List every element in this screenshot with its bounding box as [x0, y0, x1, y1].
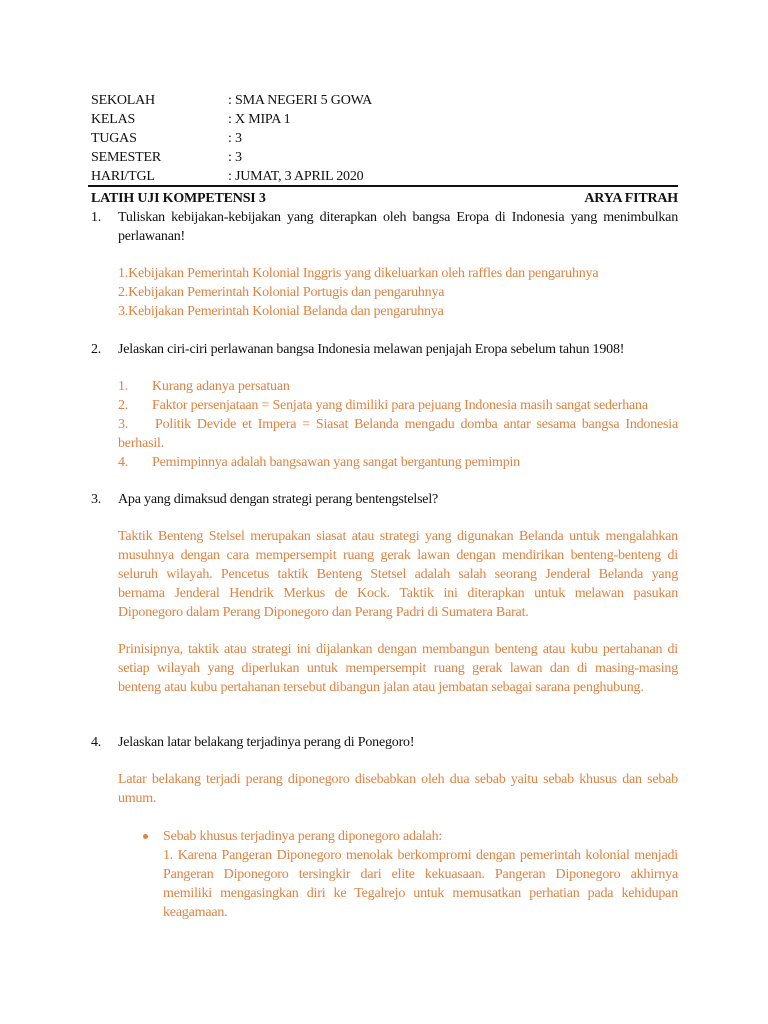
header-label-tugas: TUGAS [91, 131, 137, 146]
answer-4-bullet-line: keagamaan. [163, 905, 228, 920]
answer-3-line: Diponegoro dalam Perang Diponegoro dan Perang Padri di Sumatera Barat. [118, 605, 529, 620]
answer-3-line: setiap wilayah yang diperlukan untuk mempersempit ruang gerak lawan dan di masing-masing [118, 661, 678, 676]
answer-4-bullet-line: 1. Karena Pangeran Diponegoro menolak berkompromi dengan pemerintah kolonial menjadi [163, 848, 678, 863]
answer-4-bullet-title: Sebab khusus terjadinya perang diponegoro adalah: [163, 829, 443, 844]
answer-3-line: bernama Jenderal Hendrik Merkus de Kock. Taktik ini diterapkan untuk melawan pasukan [118, 586, 678, 601]
answer-4-line: umum. [118, 791, 157, 806]
author-name: ARYA FITRAH [584, 191, 678, 206]
answer-2-number: 3. [118, 417, 129, 432]
answer-4-bullet-line: memiliki mengasingkan diri ke Tegalrejo untuk memusatkan perhatian pada kehidupan [163, 886, 678, 901]
answer-3-line: Taktik Benteng Stelsel merupakan siasat atau strategi yang digunakan Belanda untuk mengalahkan [118, 529, 678, 544]
answer-3-line: musuhnya dengan cara mempersempit ruang gerak lawan dengan mendirikan benteng-benteng di [118, 548, 678, 563]
question-1-text: Tuliskan kebijakan-kebijakan yang diterapkan oleh bangsa Eropa di Indonesia yang menimbulkan [118, 210, 678, 225]
header-value-tanggal: : JUMAT, 3 APRIL 2020 [228, 169, 364, 184]
question-3-number: 3. [91, 492, 102, 507]
question-4-text: Jelaskan latar belakang terjadinya perang di Ponegoro! [118, 735, 415, 750]
bullet-icon [143, 834, 148, 839]
header-label-kelas: KELAS [91, 112, 136, 127]
answer-2-item-cont: berhasil. [118, 436, 165, 451]
answer-4-line: Latar belakang terjadi perang diponegoro disebabkan oleh dua sebab yaitu sebab khusus dan sebab [118, 772, 678, 787]
answer-4-bullet-line: Pangeran Diponegoro tersingkir dari elite kekuasaan. Pangeran Diponegoro akhirnya [163, 867, 678, 882]
question-4-number: 4. [91, 735, 102, 750]
answer-2-item: Pemimpinnya adalah bangsawan yang sangat bergantung pemimpin [152, 455, 520, 470]
answer-2-item: Faktor persenjataan = Senjata yang dimiliki para pejuang Indonesia masih sangat sederhana [152, 398, 648, 413]
answer-2-number: 2. [118, 398, 129, 413]
answer-1-item: 3.Kebijakan Pemerintah Kolonial Belanda dan pengaruhnya [118, 304, 444, 319]
question-3-text: Apa yang dimaksud dengan strategi perang bentengstelsel? [118, 492, 439, 507]
header-value-kelas: : X MIPA 1 [228, 112, 291, 127]
answer-3-line: Prinisipnya, taktik atau strategi ini dijalankan dengan membangun benteng atau kubu pertahanan di [118, 642, 678, 657]
answer-3-line: benteng atau kubu pertahanan tersebut dibangun jalan atau jembatan sebagai sarana penghubung. [118, 680, 644, 695]
header-label-tanggal: HARI/TGL [91, 169, 155, 184]
header-value-tugas: : 3 [228, 131, 242, 146]
question-2-number: 2. [91, 342, 102, 357]
header-label-semester: SEMESTER [91, 150, 161, 165]
question-1-text-cont: perlawanan! [118, 229, 185, 244]
answer-3-line: seluruh wilayah. Pencetus taktik Benteng Stetsel adalah salah seorang Jenderal Belanda yang [118, 567, 678, 582]
header-value-sekolah: : SMA NEGERI 5 GOWA [228, 93, 372, 108]
header-label-sekolah: SEKOLAH [91, 93, 155, 108]
answer-2-item: Politik Devide et Impera = Siasat Belanda mengadu domba antar sesama bangsa Indonesia [155, 417, 678, 432]
header-value-semester: : 3 [228, 150, 242, 165]
answer-2-number: 1. [118, 379, 129, 394]
question-1-number: 1. [91, 210, 102, 225]
answer-1-item: 2.Kebijakan Pemerintah Kolonial Portugis dan pengaruhnya [118, 285, 445, 300]
header-divider [88, 185, 678, 187]
answer-2-item: Kurang adanya persatuan [152, 379, 290, 394]
document-title: LATIH UJI KOMPETENSI 3 [91, 191, 266, 206]
question-2-text: Jelaskan ciri-ciri perlawanan bangsa Indonesia melawan penjajah Eropa sebelum tahun 1908! [118, 342, 625, 357]
answer-1-item: 1.Kebijakan Pemerintah Kolonial Inggris yang dikeluarkan oleh raffles dan pengaruhnya [118, 266, 599, 281]
answer-2-number: 4. [118, 455, 129, 470]
